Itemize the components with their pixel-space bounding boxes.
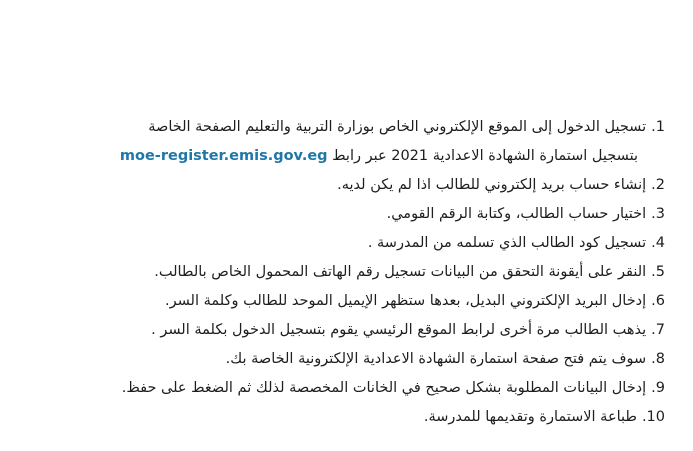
step-number: 6. bbox=[651, 293, 665, 309]
step-text-continued bbox=[15, 142, 665, 171]
step-text: تسجيل الدخول إلى الموقع الإلكتروني الخاص بوزارة التربية والتعليم الصفحة الخاصة bbox=[148, 119, 647, 135]
register-link[interactable]: moe-register.emis.gov.eg bbox=[119, 148, 328, 164]
step-text: النقر على أيقونة التحقق من البيانات تسجيل رقم الهاتف المحمول الخاص بالطالب. bbox=[154, 264, 647, 280]
steps-list bbox=[15, 113, 665, 432]
step-text: سوف يتم فتح صفحة استمارة الشهادة الاعدادية الإلكترونية الخاصة بك. bbox=[225, 351, 647, 367]
step-text-2: بتسجيل استمارة الشهادة الاعدادية 2021 عبر رابط bbox=[332, 148, 638, 164]
list-item bbox=[15, 258, 665, 287]
list-item bbox=[15, 287, 665, 316]
list-item bbox=[15, 345, 665, 374]
step-number: 10. bbox=[641, 409, 665, 425]
step-text: تسجيل كود الطالب الذي تسلمه من المدرسة . bbox=[367, 235, 647, 251]
step-text: اختيار حساب الطالب، وكتابة الرقم القومي. bbox=[386, 206, 647, 222]
step-text: إدخال البيانات المطلوبة بشكل صحيح في الخانات المخصصة لذلك ثم الضغط على حفظ. bbox=[121, 380, 647, 396]
step-text: يذهب الطالب مرة أخرى لرابط الموقع الرئيسي يقوم بتسجيل الدخول بكلمة السر . bbox=[151, 322, 647, 338]
list-item bbox=[15, 171, 665, 200]
step-number: 5. bbox=[651, 264, 665, 280]
step-number: 3. bbox=[651, 206, 665, 222]
step-number: 7. bbox=[651, 322, 665, 338]
step-text: إدخال البريد الإلكتروني البديل، بعدها ستظهر الإيميل الموحد للطالب وكلمة السر. bbox=[165, 293, 647, 309]
step-number: 4. bbox=[651, 235, 665, 251]
list-item bbox=[15, 316, 665, 345]
step-number: 1. bbox=[651, 119, 665, 135]
list-item bbox=[15, 200, 665, 229]
step-text: إنشاء حساب بريد إلكتروني للطالب اذا لم يكن لديه. bbox=[337, 177, 647, 193]
step-number: 8. bbox=[651, 351, 665, 367]
step-text: طباعة الاستمارة وتقديمها للمدرسة. bbox=[423, 409, 637, 425]
list-item bbox=[15, 229, 665, 258]
step-number: 2. bbox=[651, 177, 665, 193]
step-number: 9. bbox=[651, 380, 665, 396]
list-item bbox=[15, 403, 665, 432]
list-item bbox=[15, 113, 665, 171]
list-item bbox=[15, 374, 665, 403]
